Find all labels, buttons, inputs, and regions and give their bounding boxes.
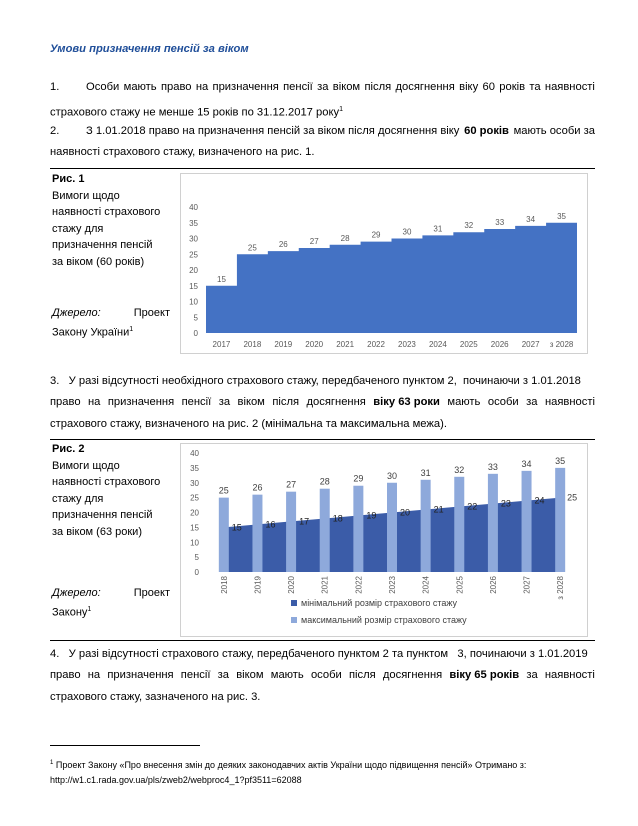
p1-word: на xyxy=(195,81,209,93)
data-label: 15 xyxy=(217,274,226,284)
y-tick-label: 10 xyxy=(190,538,199,548)
p4-word: за xyxy=(526,669,538,681)
bar-max xyxy=(522,471,532,572)
p1-word: Особи xyxy=(86,81,120,93)
bar-max xyxy=(488,474,498,572)
y-tick-label: 20 xyxy=(190,508,199,518)
y-tick-label: 30 xyxy=(190,478,199,488)
y-tick-label: 20 xyxy=(189,266,198,275)
legend-swatch-max xyxy=(291,617,297,623)
fig1-desc-1: Вимоги щодо xyxy=(52,189,120,202)
footnote-line1: $^1$ Проект Закону «Про внесення змін до деяких законодавчих актів України щодо підвищення пенсій» Отримано з: xyxy=(50,760,527,770)
x-tick-label: 2018 xyxy=(243,340,262,349)
fig1-top-rule xyxy=(50,168,595,169)
fig2-source xyxy=(52,585,170,621)
area-data-label: 24 xyxy=(534,495,545,506)
area-data-label: 16 xyxy=(265,519,276,530)
p1-word: 60 xyxy=(482,81,495,93)
data-label: 35 xyxy=(557,211,566,221)
area-data-label: 23 xyxy=(500,498,511,509)
bar-max xyxy=(286,492,296,572)
y-tick-label: 5 xyxy=(194,553,199,563)
p3-word: після xyxy=(272,396,300,408)
x-tick-label: з 2028 xyxy=(556,576,566,600)
fig2-desc-1: Вимоги щодо xyxy=(52,459,120,472)
bar-max xyxy=(454,477,464,572)
x-tick-label: 2024 xyxy=(428,340,447,349)
p4-bold-word: віку 65 років xyxy=(449,669,520,681)
y-tick-label: 5 xyxy=(193,313,198,323)
p4-word: на xyxy=(87,669,101,681)
data-label: 30 xyxy=(402,227,412,237)
p2-line1: З 1.01.2018 право на призначення пенсій за віком після досягнення віку 60 років мають особи за xyxy=(86,125,595,137)
area-data-label: 20 xyxy=(399,507,411,518)
p1-line2: страхового стажу не менше 15 років по 31.12.2017 року$^1$ xyxy=(50,106,343,119)
fig1-source-word: Проект xyxy=(133,307,170,319)
p1-word: років xyxy=(499,81,526,93)
y-tick-label: 35 xyxy=(190,463,199,473)
x-tick-label: 2019 xyxy=(274,340,293,349)
fig2-source-word: Проект xyxy=(133,587,170,599)
p1-word: досягнення xyxy=(395,81,455,93)
fig2-caption xyxy=(52,441,170,540)
x-tick-label: 2026 xyxy=(488,576,498,594)
p4-word: наявності xyxy=(544,669,595,681)
footnote-line2: http://w1.c1.rada.gov.ua/pls/zweb2/webproc4_1?pf3511=62088 xyxy=(50,775,302,785)
x-tick-label: 2027 xyxy=(522,576,532,594)
p2-number: 2. xyxy=(50,125,60,137)
y-tick-label: 40 xyxy=(189,203,198,212)
fig1-source-label: Джерело: xyxy=(52,307,101,319)
x-tick-label: 2025 xyxy=(459,340,478,349)
p4-word: особи xyxy=(310,669,342,681)
x-tick-label: 2022 xyxy=(354,576,364,594)
p1-word: віком xyxy=(332,81,361,93)
data-label: 31 xyxy=(433,224,443,234)
p3-line1: 3. У разі відсутності необхідного страхового стажу, передбаченого пунктом 2, починаючи з 1.01.2018 xyxy=(50,375,581,387)
p3-word: мають xyxy=(447,396,481,408)
bar-data-label: 30 xyxy=(386,470,398,481)
fig2-source-line2: Закону$^1$ xyxy=(52,605,92,619)
p3-word: наявності xyxy=(544,396,595,408)
p4-word: мають xyxy=(270,669,304,681)
y-tick-label: 0 xyxy=(193,329,198,338)
area-data-label: 17 xyxy=(299,516,310,527)
y-tick-label: 30 xyxy=(189,234,198,244)
x-tick-label: 2023 xyxy=(398,340,416,349)
p4-word: право xyxy=(50,669,81,681)
p1-word: та xyxy=(529,81,541,93)
fig2-desc-4: призначення пенсій xyxy=(52,509,153,521)
area-data-label: 19 xyxy=(366,510,377,521)
p1-word: віку xyxy=(459,81,479,93)
x-tick-label: 2022 xyxy=(367,340,385,349)
p4-word: за xyxy=(217,669,229,681)
p1-word: за xyxy=(317,81,329,93)
x-tick-label: 2020 xyxy=(287,576,297,594)
legend-label-min: мінімальний розмір страхового стажу xyxy=(301,598,458,608)
fig1-source-line2: Закону України$^1$ xyxy=(52,325,134,339)
fig2-top-rule xyxy=(50,439,595,440)
bar-data-label: 27 xyxy=(286,479,297,490)
data-label: 32 xyxy=(464,221,474,231)
bar-data-label: 32 xyxy=(454,464,465,475)
bar-data-label: 34 xyxy=(521,458,532,469)
p3-line2 xyxy=(50,395,595,409)
x-tick-label: 2020 xyxy=(305,340,324,349)
fig1-desc-5: за віком (60 років) xyxy=(52,255,145,268)
area-series xyxy=(206,223,577,333)
fig1-caption xyxy=(52,171,170,270)
fig1-desc-2: наявності страхового xyxy=(52,206,161,218)
p4-word: досягнення xyxy=(382,669,443,681)
bar-data-label: 28 xyxy=(319,476,330,487)
area-data-label: 22 xyxy=(467,501,478,512)
x-tick-label: 2021 xyxy=(320,576,330,594)
p3-word: право xyxy=(50,396,81,408)
x-tick-label: 2021 xyxy=(336,340,355,349)
section-heading: Умови призначення пенсій за віком xyxy=(50,43,249,55)
bar-data-label: 35 xyxy=(555,455,566,466)
p1-word: право xyxy=(160,81,192,93)
bar-max xyxy=(353,486,363,572)
x-tick-label: 2019 xyxy=(253,576,263,594)
area-data-label: 25 xyxy=(567,492,578,503)
fig2-source-label: Джерело: xyxy=(52,587,101,599)
fig1-chart-frame xyxy=(180,173,588,354)
fig1-source xyxy=(52,305,170,341)
x-tick-label: 2017 xyxy=(212,340,231,349)
fig2-desc-2: наявності страхового xyxy=(52,476,161,488)
p1-word: призначення xyxy=(212,81,279,93)
data-label: 33 xyxy=(495,218,505,228)
p3-word: пенсії xyxy=(181,396,212,408)
fig2-combo-chart xyxy=(181,444,587,636)
p1-number: 1. xyxy=(50,81,60,93)
area-data-label: 18 xyxy=(332,513,343,524)
p4-word: віком xyxy=(236,669,264,681)
bar-data-label: 33 xyxy=(487,461,498,472)
y-tick-label: 15 xyxy=(189,281,198,291)
p1-word: пенсії xyxy=(283,81,313,93)
y-tick-label: 35 xyxy=(189,218,198,228)
x-tick-label: 2026 xyxy=(490,340,509,349)
bar-max xyxy=(320,489,330,572)
p3-word: призначення xyxy=(107,396,175,408)
data-label: 26 xyxy=(278,240,288,250)
p3-word: за xyxy=(218,396,231,408)
bar-max xyxy=(421,480,431,572)
fig1-desc-4: призначення пенсій xyxy=(52,239,153,251)
data-label: 27 xyxy=(309,236,319,246)
bar-data-label: 29 xyxy=(353,473,364,484)
data-label: 29 xyxy=(371,230,381,240)
p4-word: після xyxy=(348,669,376,681)
fig2-desc-3: стажу для xyxy=(52,492,104,505)
fig1-title: Рис. 1 xyxy=(52,173,85,185)
bar-max xyxy=(252,495,262,572)
p4-word: пенсії xyxy=(180,669,211,681)
p3-word: на xyxy=(88,396,101,408)
p3-bold-word: віку 63 роки xyxy=(373,396,440,408)
x-tick-label: 2018 xyxy=(219,576,229,594)
p3-word: за xyxy=(526,396,538,408)
fig2-bottom-rule xyxy=(50,640,595,641)
p3-word: досягнення xyxy=(306,396,366,408)
bar-max xyxy=(387,483,397,572)
p1-word: мають xyxy=(123,81,157,93)
p4-word: призначення xyxy=(107,669,174,681)
p4-line2 xyxy=(50,668,595,682)
bar-max xyxy=(555,468,565,572)
fig2-title: Рис. 2 xyxy=(52,443,85,455)
x-tick-label: 2027 xyxy=(521,340,540,349)
p2-line2: наявності страхового стажу, визначеного на рис. 1. xyxy=(50,146,315,158)
x-tick-label: з 2028 xyxy=(549,340,574,349)
fig2-desc-5: за віком (63 роки) xyxy=(52,525,142,538)
p1-word: наявності xyxy=(544,81,595,93)
y-tick-label: 25 xyxy=(190,493,199,503)
p1-word: після xyxy=(364,81,392,93)
bar-max xyxy=(219,498,229,572)
y-tick-label: 40 xyxy=(190,449,199,458)
y-tick-label: 25 xyxy=(189,250,198,260)
legend-label-max: максимальний розмір страхового стажу xyxy=(301,615,467,625)
x-tick-label: 2025 xyxy=(455,576,465,594)
fig1-area-chart xyxy=(181,174,587,353)
area-data-label: 21 xyxy=(433,504,444,515)
x-tick-label: 2023 xyxy=(388,576,397,594)
p4-line3: страхового стажу, зазначеного на рис. 3. xyxy=(50,691,261,703)
bar-data-label: 31 xyxy=(420,467,431,478)
p4-line1: 4. У разі відсутності страхового стажу, передбаченого пунктом 2 та пунктом 3, починаючи з 1.01.2019 xyxy=(50,648,588,660)
bar-data-label: 26 xyxy=(252,482,263,493)
fig2-chart-frame xyxy=(180,443,588,637)
area-data-label: 15 xyxy=(231,522,242,533)
data-label: 25 xyxy=(247,243,257,253)
p3-word: віком xyxy=(237,396,265,408)
legend-swatch-min xyxy=(291,600,297,606)
y-tick-label: 10 xyxy=(189,297,198,307)
bar-data-label: 25 xyxy=(218,485,229,496)
x-tick-label: 2024 xyxy=(421,576,431,594)
p3-word: особи xyxy=(487,396,519,408)
p1-line1 xyxy=(86,80,595,94)
footnote-rule xyxy=(50,745,200,746)
data-label: 28 xyxy=(340,233,350,243)
data-label: 34 xyxy=(526,214,536,224)
p3-line3: страхового стажу, визначеного на рис. 2 (мінімальна та максимальна межа). xyxy=(50,418,447,430)
y-tick-label: 0 xyxy=(194,568,199,577)
y-tick-label: 15 xyxy=(190,523,199,533)
fig1-desc-3: стажу для xyxy=(52,222,104,235)
